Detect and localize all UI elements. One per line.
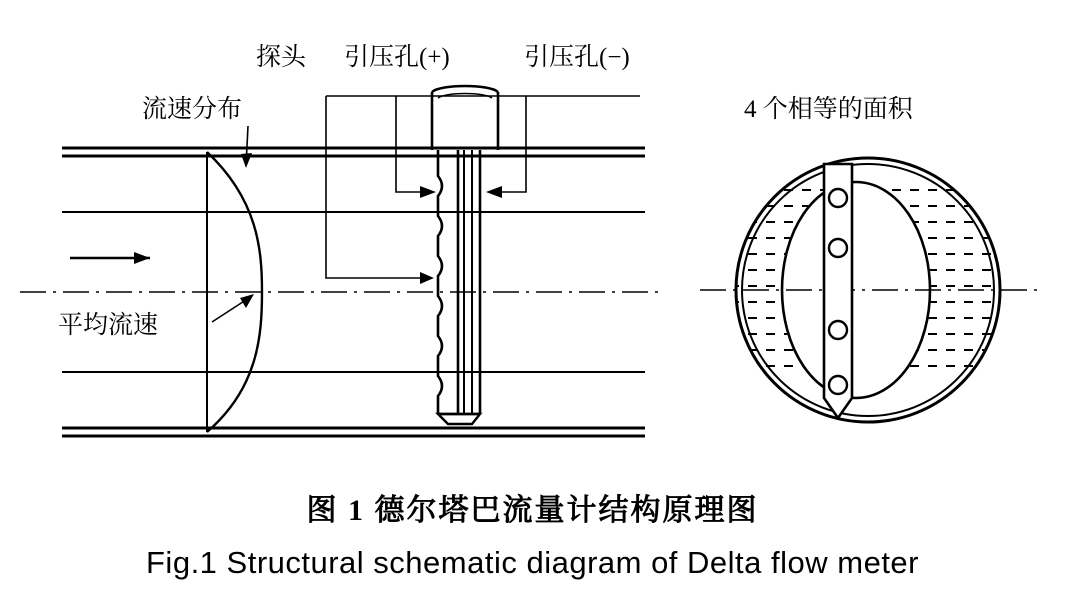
flow-direction-arrow xyxy=(70,252,150,264)
probe-bar-cross-section xyxy=(824,164,852,418)
label-pressure-tap-plus: 引压孔(+) xyxy=(344,44,450,71)
probe-left-edge xyxy=(438,150,442,414)
pipe-longitudinal-view xyxy=(20,148,660,436)
probe-assembly xyxy=(432,86,498,424)
pressure-port xyxy=(829,189,847,207)
pressure-port xyxy=(829,321,847,339)
pressure-port xyxy=(829,239,847,257)
figure-caption-cn: 图 1 德尔塔巴流量计结构原理图 xyxy=(306,494,759,527)
label-mean-velocity: 平均流速 xyxy=(58,312,159,339)
pipe-cross-section-view xyxy=(700,158,1040,422)
pressure-port xyxy=(829,376,847,394)
label-pressure-tap-minus: 引压孔(−) xyxy=(524,44,630,71)
label-equal-areas: 4 个相等的面积 xyxy=(744,96,913,123)
label-probe: 探头 xyxy=(256,44,307,71)
figure-caption-en: Fig.1 Structural schematic diagram of Delta flow meter xyxy=(146,545,919,580)
label-velocity-profile: 流速分布 xyxy=(142,96,243,123)
callout-leaders xyxy=(212,96,640,322)
